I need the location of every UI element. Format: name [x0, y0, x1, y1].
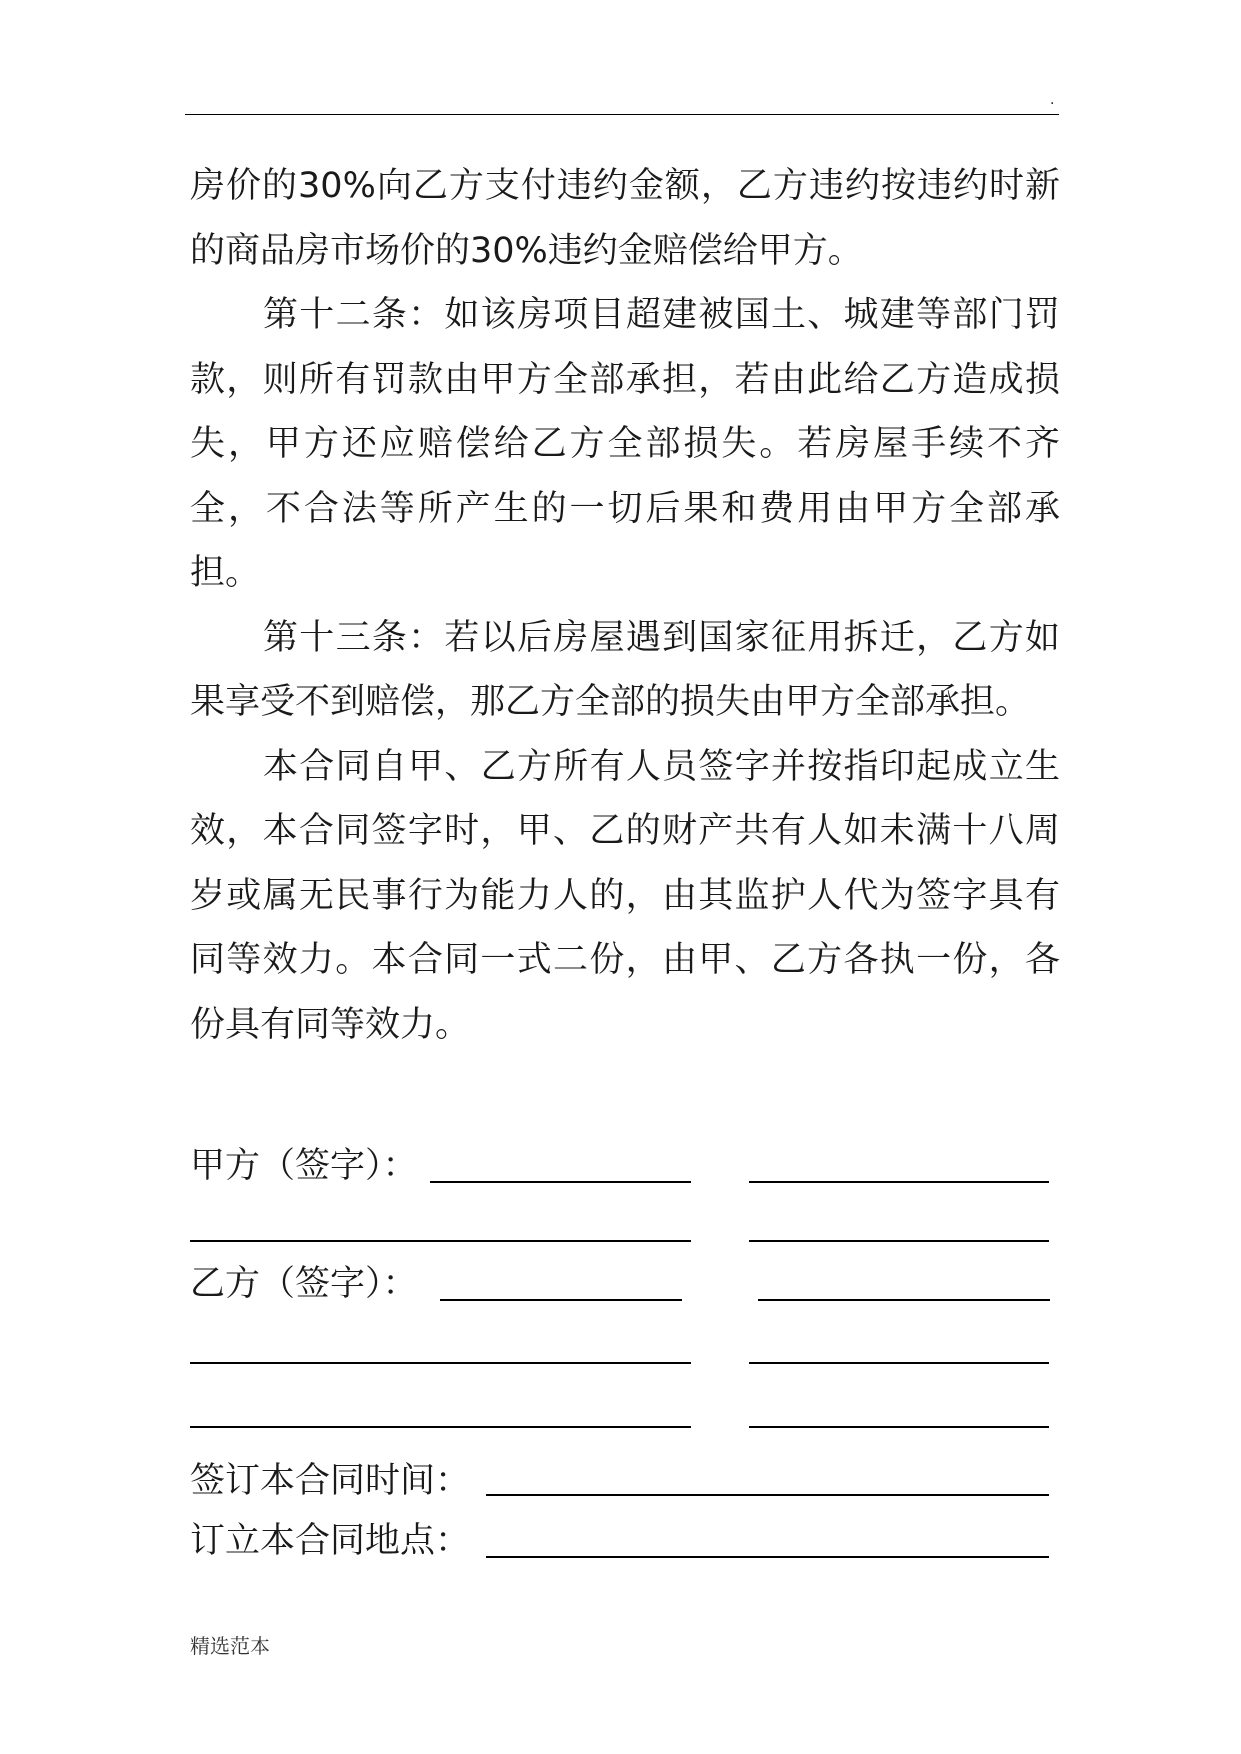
party-a-signature-line-1[interactable]	[430, 1181, 691, 1183]
party-a-signature-line-2[interactable]	[749, 1181, 1049, 1183]
header-rule	[185, 114, 1059, 115]
party-b-signature-line-1[interactable]	[440, 1299, 682, 1301]
party-b-signature-line-2[interactable]	[758, 1299, 1050, 1301]
party-b-signature-line-5[interactable]	[190, 1426, 691, 1428]
party-b-signature-line-3[interactable]	[190, 1362, 691, 1364]
party-a-signature-line-4[interactable]	[749, 1240, 1049, 1242]
footer-text: 精选范本	[190, 1634, 270, 1658]
signing-place-label: 订立本合同地点：	[190, 1521, 471, 1561]
signing-time-label: 签订本合同时间：	[190, 1461, 471, 1501]
paragraph-effectiveness: 本合同自甲、乙方所有人员签字并按指印起成立生效，本合同签字时，甲、乙的财产共有人如未满十八周岁或属无民事行为能力人的，由其监护人代为签字具有同等效力。本合同一式二份，由甲、乙方各执一份，各份具有同等效力。	[190, 746, 1060, 1045]
header-mark: .	[1050, 92, 1055, 108]
contract-body	[190, 154, 1060, 1057]
paragraph-article-12: 第十二条：如该房项目超建被国土、城建等部门罚款，则所有罚款由甲方全部承担，若由此给乙方造成损失，甲方还应赔偿给乙方全部损失。若房屋手续不齐全，不合法等所产生的一切后果和费用由甲方全部承担。	[190, 295, 1060, 593]
party-b-signature-line-6[interactable]	[749, 1426, 1049, 1428]
signing-time-line[interactable]	[486, 1494, 1049, 1496]
party-a-signature-label: 甲方（签字）：	[190, 1146, 418, 1186]
paragraph-continuation: 房价的30%向乙方支付违约金额，乙方违约按违约时新的商品房市场价的30%违约金赔偿给甲方。	[190, 166, 1060, 271]
paragraph-article-13: 第十三条：若以后房屋遇到国家征用拆迁，乙方如果享受不到赔偿，那乙方全部的损失由甲方全部承担。	[190, 617, 1060, 722]
party-b-signature-line-4[interactable]	[749, 1362, 1049, 1364]
party-a-signature-line-3[interactable]	[190, 1240, 691, 1242]
signing-place-line[interactable]	[486, 1556, 1049, 1558]
party-b-signature-label: 乙方（签字）：	[190, 1264, 418, 1304]
